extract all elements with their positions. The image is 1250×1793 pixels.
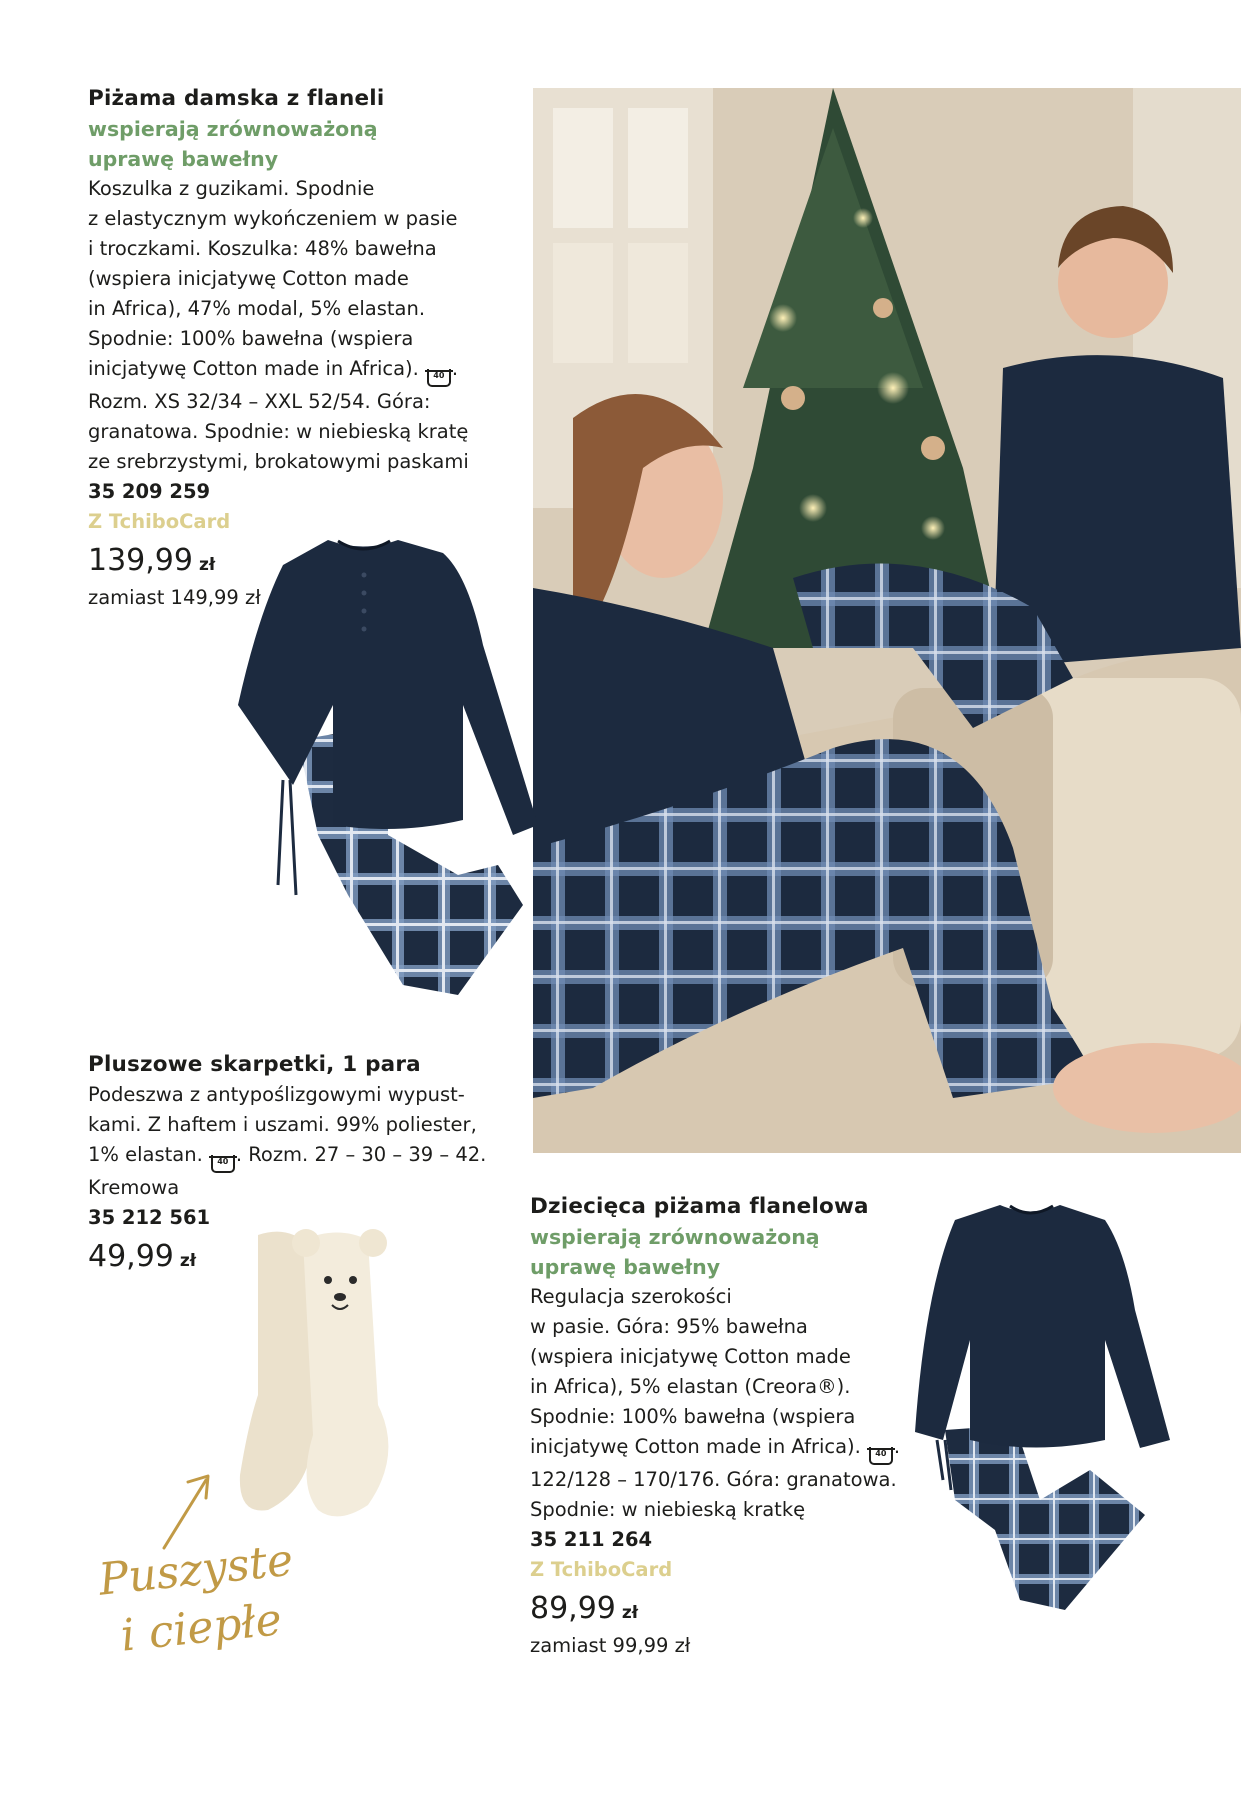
wash-40-icon: 40 <box>211 1155 235 1173</box>
product-code: 35 212 561 <box>88 1206 211 1229</box>
kids-pyjama-block <box>530 1192 901 1659</box>
product-subtitle: wspierają zrównoważoną uprawę bawełny <box>530 1225 820 1279</box>
product-title: Pluszowe skarpetki, 1 para <box>88 1052 421 1077</box>
wash-40-icon: 40 <box>427 369 451 387</box>
product-title: Piżama damska z flaneli <box>88 86 385 111</box>
product-description: Podeszwa z antypoślizgowymi wypust- kami. Z haftem i uszami. 99% poliester, 1% elastan. 40 . Rozm. 27 – 30 – 39 – 42. Kremowa <box>88 1083 487 1199</box>
product-price: 49,99 zł <box>88 1239 197 1274</box>
product-code: 35 211 264 <box>530 1528 653 1551</box>
wash-40-icon: 40 <box>869 1447 893 1465</box>
tchibocard-label: Z TchiboCard <box>530 1558 673 1581</box>
product-price: 139,99 zł <box>88 543 216 578</box>
product-code: 35 209 259 <box>88 480 211 503</box>
product-description: Koszulka z guzikami. Spodnie z elastycznym wykończeniem w pasie i troczkami. Koszulka: 48% bawełna (wspiera inicjatywę Cotton made in Africa), 47% modal, 5% elastan. Spodnie: 100% bawełna (wspiera inicjatywę Cotton made in Africa). 40 . Rozm. XS 32/34 – XXL 52/54. Góra: granatowa. Spodnie: w niebieską kratę ze srebrzystymi, brokatowymi paskami <box>88 177 469 473</box>
socks-image <box>228 1225 428 1525</box>
old-price: zamiast 149,99 zł <box>88 586 261 609</box>
old-price: zamiast 99,99 zł <box>530 1634 691 1657</box>
product-price: 89,99 zł <box>530 1591 639 1626</box>
product-description: Regulacja szerokości w pasie. Góra: 95% bawełna (wspiera inicjatywę Cotton made in Africa), 5% elastan (Creora®). Spodnie: 100% bawełna (wspiera inicjatywę Cotton made in Africa). 40 . 122/128 – 170/176. Góra: granatowa. Spodnie: w niebieską kratkę <box>530 1285 901 1521</box>
product-title: Dziecięca piżama flanelowa <box>530 1194 869 1219</box>
tchibocard-label: Z TchiboCard <box>88 510 231 533</box>
kids-pyjama-image <box>915 1200 1175 1620</box>
product-subtitle: wspierają zrównoważoną uprawę bawełny <box>88 117 378 171</box>
women-pyjama-image <box>238 535 548 1015</box>
callout-text: Puszyste i ciepłe <box>96 1534 296 1662</box>
hero-photo <box>533 88 1241 1153</box>
women-pyjama-block <box>88 84 518 611</box>
